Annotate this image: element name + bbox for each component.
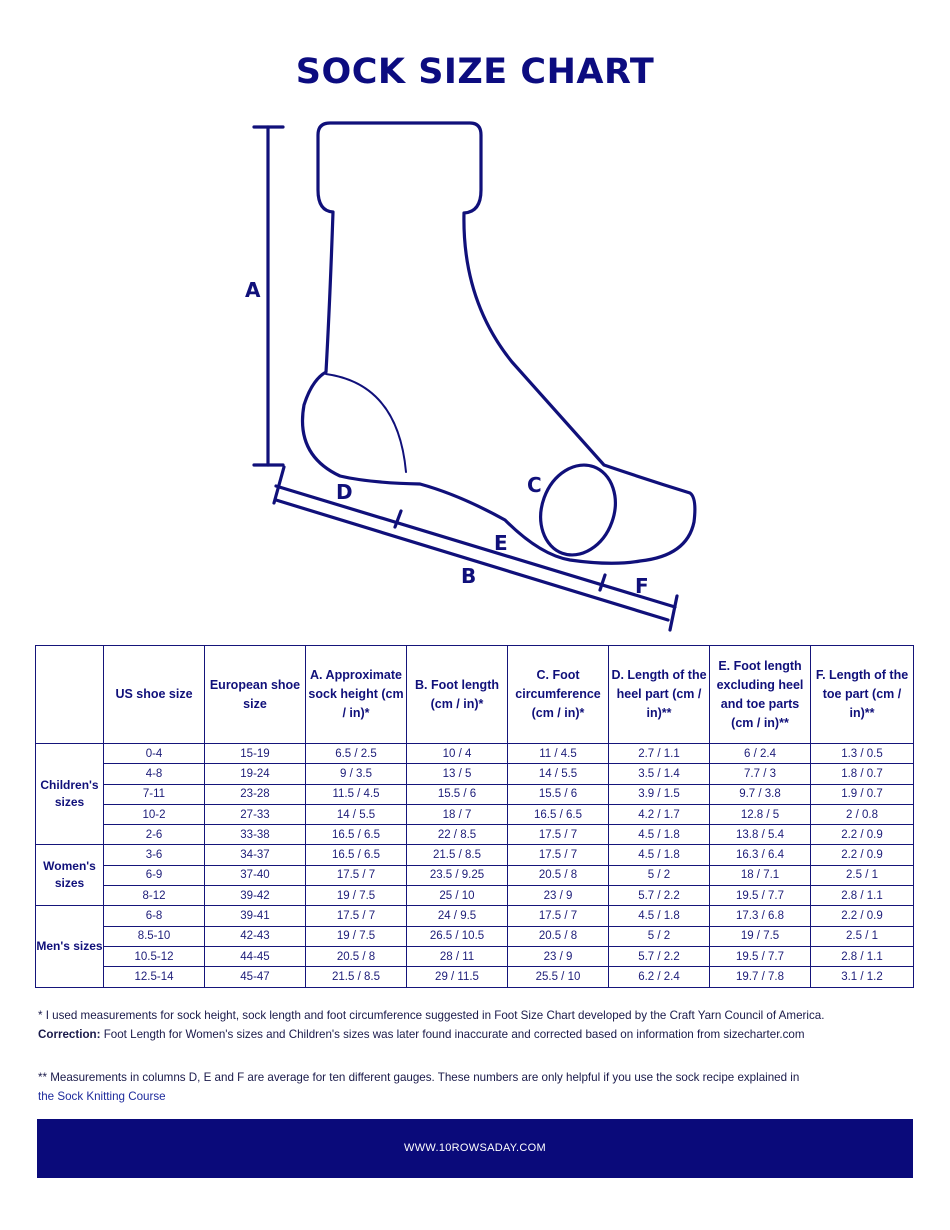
cell-foot-length-excluding: 6 / 2.4 [710,744,811,764]
cell-foot-length-excluding: 12.8 / 5 [710,804,811,824]
cell-us-size: 7-11 [104,784,205,804]
footnote-measurements: * I used measurements for sock height, sock length and foot circumference suggested in Foot Size Chart developed by the Craft Yarn Council of America. [38,1009,825,1022]
header-blank [36,646,104,744]
group-label: Children's sizes [36,744,104,845]
label-c: C [527,473,542,497]
page-title: SOCK SIZE CHART [295,52,655,92]
cell-sock-height: 11.5 / 4.5 [306,784,407,804]
cell-us-size: 10-2 [104,804,205,824]
cell-eu-size: 15-19 [205,744,306,764]
cell-us-size: 8-12 [104,886,205,906]
header-sock-height: A. Approximate sock height (cm / in)* [306,646,407,744]
cell-foot-length: 26.5 / 10.5 [407,926,508,946]
cell-toe-length: 2 / 0.8 [811,804,914,824]
header-foot-circumference: C. Foot circumference (cm / in)* [508,646,609,744]
cell-heel-length: 4.5 / 1.8 [609,825,710,845]
cell-sock-height: 21.5 / 8.5 [306,967,407,987]
cell-foot-circumference: 17.5 / 7 [508,845,609,865]
cell-heel-length: 6.2 / 2.4 [609,967,710,987]
cell-foot-length: 10 / 4 [407,744,508,764]
header-toe-length: F. Length of the toe part (cm / in)** [811,646,914,744]
cell-foot-circumference: 23 / 9 [508,886,609,906]
cell-foot-length: 21.5 / 8.5 [407,845,508,865]
cell-toe-length: 3.1 / 1.2 [811,967,914,987]
cell-toe-length: 2.2 / 0.9 [811,845,914,865]
cell-eu-size: 44-45 [205,946,306,966]
cell-toe-length: 2.5 / 1 [811,865,914,885]
cell-us-size: 12.5-14 [104,967,205,987]
label-e: E [494,531,508,555]
cell-us-size: 3-6 [104,845,205,865]
cell-toe-length: 2.5 / 1 [811,926,914,946]
cell-heel-length: 4.2 / 1.7 [609,804,710,824]
table-row [36,967,914,987]
correction-text: Foot Length for Women's sizes and Children's sizes was later found inaccurate and corrected based on information from sizecharter.com [100,1028,805,1041]
cell-sock-height: 6.5 / 2.5 [306,744,407,764]
table-row [36,744,914,764]
group-label: Women's sizes [36,845,104,906]
cell-heel-length: 4.5 / 1.8 [609,906,710,926]
cell-toe-length: 2.2 / 0.9 [811,906,914,926]
cell-foot-length-excluding: 9.7 / 3.8 [710,784,811,804]
cell-sock-height: 16.5 / 6.5 [306,825,407,845]
footnote-block-2 [38,1068,918,1106]
header-foot-length: B. Foot length (cm / in)* [407,646,508,744]
cell-foot-circumference: 20.5 / 8 [508,926,609,946]
cell-foot-length-excluding: 17.3 / 6.8 [710,906,811,926]
cell-us-size: 8.5-10 [104,926,205,946]
cell-foot-length: 24 / 9.5 [407,906,508,926]
cell-toe-length: 1.8 / 0.7 [811,764,914,784]
sock-size-table [35,645,914,988]
heel-curve [326,374,406,472]
table-row [36,886,914,906]
cell-foot-length: 23.5 / 9.25 [407,865,508,885]
dimension-b-line-bottom [276,500,668,620]
table-row [36,906,914,926]
header-eu-size: European shoe size [205,646,306,744]
cell-toe-length: 2.2 / 0.9 [811,825,914,845]
cell-heel-length: 2.7 / 1.1 [609,744,710,764]
table-row [36,825,914,845]
table-row [36,764,914,784]
cell-foot-length-excluding: 7.7 / 3 [710,764,811,784]
cell-heel-length: 3.9 / 1.5 [609,784,710,804]
cell-us-size: 4-8 [104,764,205,784]
cell-foot-circumference: 23 / 9 [508,946,609,966]
label-f: F [635,574,649,598]
cell-foot-length-excluding: 19 / 7.5 [710,926,811,946]
label-d: D [336,480,353,504]
footnote-gauges: ** Measurements in columns D, E and F are average for ten different gauges. These numbers are only helpful if you use the sock recipe explained in [38,1071,800,1084]
cell-toe-length: 1.3 / 0.5 [811,744,914,764]
table-row [36,784,914,804]
cell-eu-size: 27-33 [205,804,306,824]
cell-heel-length: 5 / 2 [609,865,710,885]
cell-us-size: 0-4 [104,744,205,764]
cell-foot-length-excluding: 19.5 / 7.7 [710,946,811,966]
divider-e-f [600,575,605,590]
cell-sock-height: 9 / 3.5 [306,764,407,784]
cell-eu-size: 19-24 [205,764,306,784]
cell-foot-length: 25 / 10 [407,886,508,906]
table-row [36,926,914,946]
cell-eu-size: 39-41 [205,906,306,926]
cell-toe-length: 1.9 / 0.7 [811,784,914,804]
footer-website-link[interactable]: WWW.10ROWSADAY.COM [404,1142,546,1154]
sock-diagram [200,110,760,640]
cell-toe-length: 2.8 / 1.1 [811,946,914,966]
table-row [36,845,914,865]
label-a: A [245,278,261,302]
cell-foot-circumference: 17.5 / 7 [508,825,609,845]
cell-foot-length: 15.5 / 6 [407,784,508,804]
cell-heel-length: 3.5 / 1.4 [609,764,710,784]
cell-foot-circumference: 25.5 / 10 [508,967,609,987]
header-heel-length: D. Length of the heel part (cm / in)** [609,646,710,744]
cell-toe-length: 2.8 / 1.1 [811,886,914,906]
label-b: B [461,564,477,588]
cell-foot-length-excluding: 19.7 / 7.8 [710,967,811,987]
table-row [36,946,914,966]
cell-heel-length: 4.5 / 1.8 [609,845,710,865]
table-row [36,865,914,885]
header-us-size: US shoe size [104,646,205,744]
cell-foot-length-excluding: 18 / 7.1 [710,865,811,885]
cell-sock-height: 17.5 / 7 [306,906,407,926]
cell-eu-size: 42-43 [205,926,306,946]
dimension-b-right-cap [670,596,677,630]
cell-foot-circumference: 15.5 / 6 [508,784,609,804]
cell-foot-length-excluding: 19.5 / 7.7 [710,886,811,906]
group-label: Men's sizes [36,906,104,987]
cell-foot-length: 13 / 5 [407,764,508,784]
cell-us-size: 2-6 [104,825,205,845]
cell-eu-size: 45-47 [205,967,306,987]
cell-sock-height: 19 / 7.5 [306,926,407,946]
cell-eu-size: 39-42 [205,886,306,906]
cell-foot-circumference: 17.5 / 7 [508,906,609,926]
footnote-correction [38,1025,918,1044]
cell-foot-circumference: 20.5 / 8 [508,865,609,885]
cell-us-size: 10.5-12 [104,946,205,966]
table-body [36,744,914,988]
cell-heel-length: 5.7 / 2.2 [609,946,710,966]
table-row [36,804,914,824]
cell-foot-circumference: 14 / 5.5 [508,764,609,784]
sock-course-link[interactable]: the Sock Knitting Course [38,1090,166,1103]
cell-eu-size: 33-38 [205,825,306,845]
cell-foot-length-excluding: 16.3 / 6.4 [710,845,811,865]
cell-foot-circumference: 16.5 / 6.5 [508,804,609,824]
cell-us-size: 6-8 [104,906,205,926]
cell-eu-size: 37-40 [205,865,306,885]
cell-heel-length: 5 / 2 [609,926,710,946]
cell-eu-size: 23-28 [205,784,306,804]
cell-eu-size: 34-37 [205,845,306,865]
cell-foot-length: 28 / 11 [407,946,508,966]
cell-foot-length: 18 / 7 [407,804,508,824]
cell-heel-length: 5.7 / 2.2 [609,886,710,906]
cell-sock-height: 16.5 / 6.5 [306,845,407,865]
header-foot-length-excluding: E. Foot length excluding heel and toe parts (cm / in)** [710,646,811,744]
cell-foot-length: 22 / 8.5 [407,825,508,845]
footnote-block-1 [38,1006,918,1044]
correction-label: Correction: [38,1028,101,1041]
cell-sock-height: 19 / 7.5 [306,886,407,906]
table-header-row [36,646,914,744]
cell-us-size: 6-9 [104,865,205,885]
cell-sock-height: 17.5 / 7 [306,865,407,885]
cell-foot-circumference: 11 / 4.5 [508,744,609,764]
cell-foot-length-excluding: 13.8 / 5.4 [710,825,811,845]
footer-bar [37,1119,913,1178]
cell-foot-length: 29 / 11.5 [407,967,508,987]
sock-illustration [200,110,760,640]
cell-sock-height: 20.5 / 8 [306,946,407,966]
sock-outline [303,123,695,563]
cell-sock-height: 14 / 5.5 [306,804,407,824]
